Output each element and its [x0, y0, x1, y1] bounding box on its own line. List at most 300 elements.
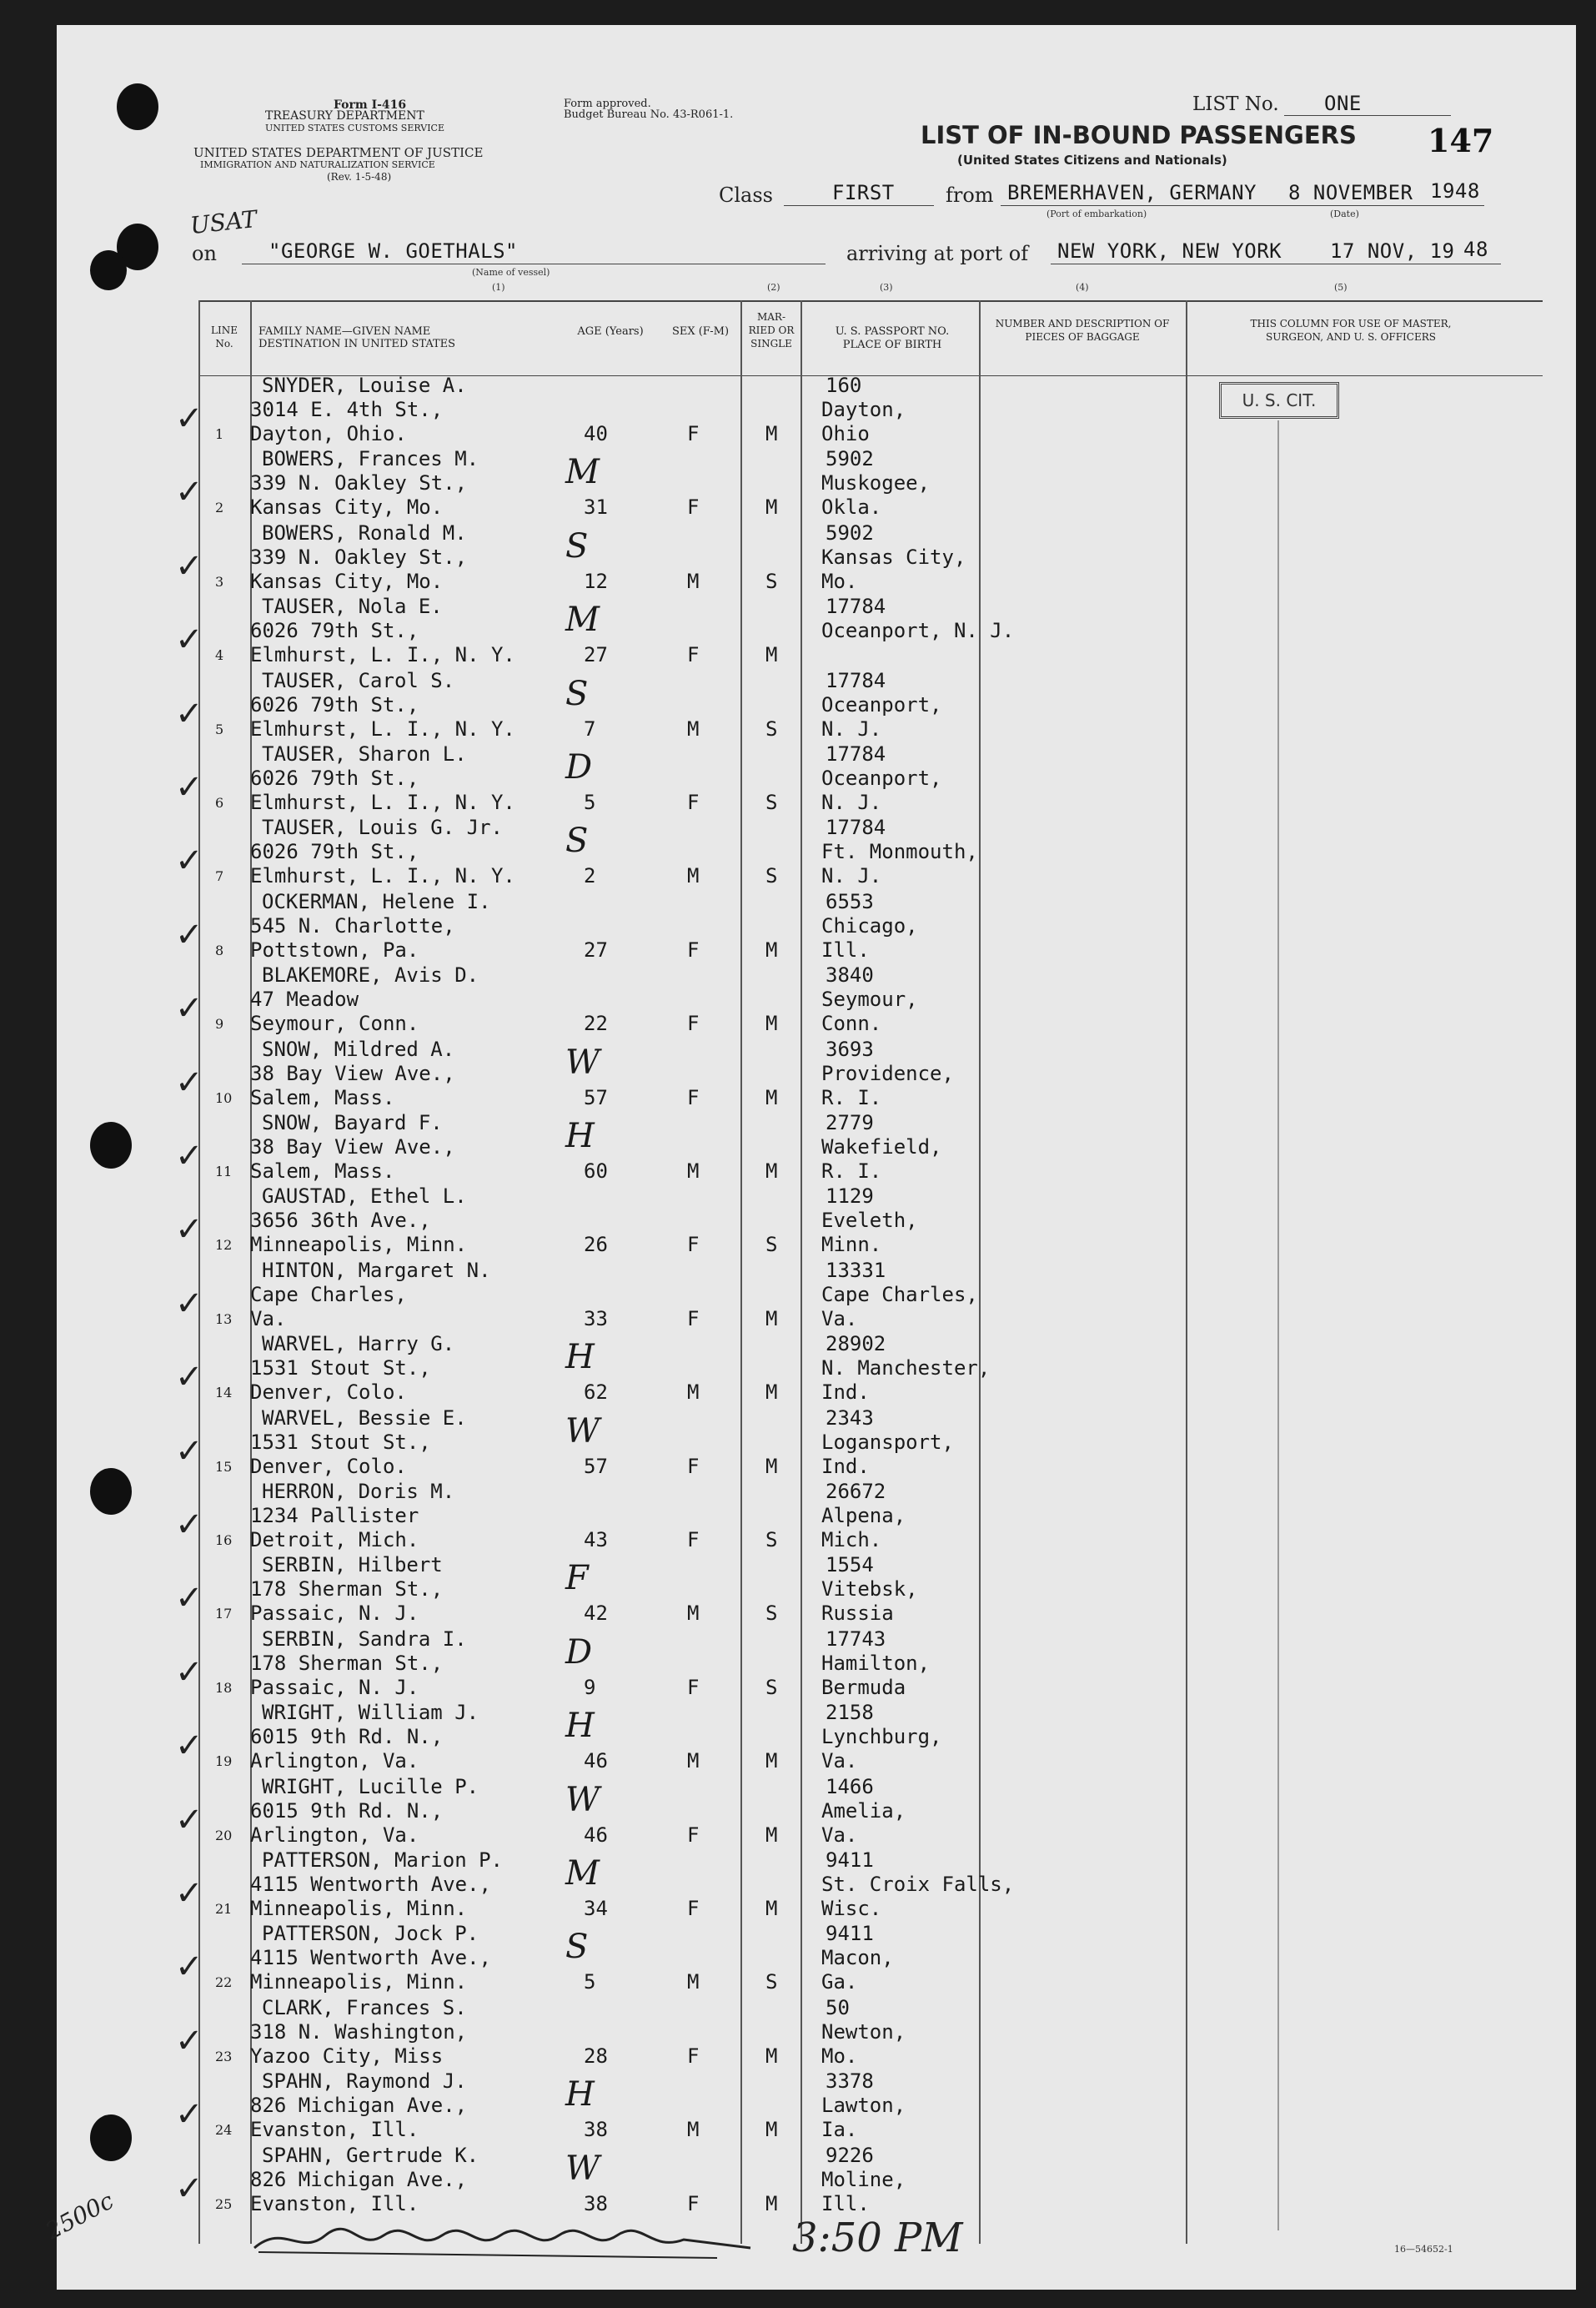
customs-label: UNITED STATES CUSTOMS SERVICE [265, 123, 444, 133]
hdr-family-name: FAMILY NAME—GIVEN NAME [258, 325, 431, 338]
passport-number: 1129 [826, 1184, 874, 1209]
marital-status: M [765, 2118, 778, 2142]
line-number: 18 [215, 1679, 233, 1696]
passport-number: 50 [826, 1995, 850, 2019]
line-number: 14 [215, 1385, 233, 1401]
passenger-address: 47 Meadow [250, 988, 359, 1012]
passenger-address: 6026 79th St., [250, 692, 419, 717]
passenger-age: 43 [584, 1528, 608, 1551]
date-caption: (Date) [1330, 209, 1359, 219]
line-number: 10 [215, 1089, 233, 1106]
passenger-address: 318 N. Washington, [250, 2019, 468, 2044]
passenger-address: 1234 Pallister [250, 1504, 419, 1527]
passenger-name: PATTERSON, Marion P. [262, 1848, 503, 1872]
place-of-birth-2: Va. [821, 1749, 858, 1773]
destination-city: Detroit, Mich. [250, 1528, 419, 1551]
place-of-birth-2: R. I. [821, 1159, 882, 1183]
passport-number: 3693 [826, 1037, 874, 1061]
check-mark-icon: ✓ [175, 1579, 203, 1618]
relationship-mark: H [565, 1338, 595, 1377]
binder-hole [90, 250, 127, 290]
table-row [0, 1775, 1596, 1848]
relationship-mark: F [565, 1559, 589, 1598]
check-mark-icon: ✓ [175, 1431, 203, 1471]
embark-date: 8 NOVEMBER [1288, 181, 1413, 204]
passenger-sex: F [687, 791, 700, 814]
passenger-name: SPAHN, Gertrude K. [262, 2143, 479, 2167]
line-number: 3 [215, 573, 224, 590]
check-mark-icon: ✓ [175, 1948, 203, 1987]
table-row [0, 1038, 1596, 1111]
check-mark-icon: ✓ [175, 2021, 203, 2060]
place-of-birth: Muskogee, [821, 471, 931, 495]
place-of-birth-2: Ill. [821, 2191, 870, 2215]
passenger-age: 38 [584, 2118, 608, 2142]
passenger-name: HINTON, Margaret N. [262, 1258, 491, 1282]
passenger-sex: M [687, 1970, 700, 1994]
passport-number: 17743 [826, 1627, 886, 1651]
relationship-mark: H [565, 1707, 595, 1746]
place-of-birth: Vitebsk, [821, 1577, 918, 1602]
table-row [0, 1406, 1596, 1480]
passenger-address: 4115 Wentworth Ave., [250, 1946, 491, 1970]
passport-number: 17784 [826, 595, 886, 619]
passport-number: 13331 [826, 1258, 886, 1282]
relationship-mark: D [565, 748, 593, 787]
table-row [0, 1111, 1596, 1184]
col-num-4: (4) [1076, 282, 1089, 293]
port-embark-caption: (Port of embarkation) [1046, 209, 1147, 219]
manifest-subtitle: (United States Citizens and Nationals) [957, 153, 1227, 168]
passenger-sex: F [687, 2044, 700, 2068]
passenger-age: 28 [584, 2044, 608, 2068]
marital-status: M [765, 938, 778, 962]
table-row [0, 374, 1596, 447]
col-num-2: (2) [767, 282, 780, 293]
passenger-address: 4115 Wentworth Ave., [250, 1873, 491, 1896]
arrival-date: 17 NOV, 19 [1330, 239, 1455, 263]
table-row [0, 2069, 1596, 2143]
place-of-birth: Seymour, [821, 988, 918, 1012]
page-number: 147 [1428, 122, 1494, 159]
passenger-age: 57 [584, 1085, 608, 1109]
passenger-address: 339 N. Oakley St., [250, 545, 468, 569]
passport-number: 17784 [826, 742, 886, 766]
passenger-name: WRIGHT, William J. [262, 1701, 479, 1725]
check-mark-icon: ✓ [175, 621, 203, 660]
line-number: 2 [215, 500, 224, 516]
passenger-age: 46 [584, 1749, 608, 1773]
table-row [0, 1184, 1596, 1258]
place-of-birth-2: N. J. [821, 791, 882, 814]
place-of-birth: Dayton, [821, 398, 906, 421]
check-mark-icon: ✓ [175, 915, 203, 954]
place-of-birth: Kansas City, [821, 545, 966, 569]
place-of-birth: Hamilton, [821, 1651, 931, 1675]
passport-number: 9411 [826, 1922, 874, 1946]
passenger-age: 9 [584, 1675, 596, 1699]
passenger-name: HERRON, Doris M. [262, 1480, 455, 1503]
place-of-birth-2: Minn. [821, 1233, 882, 1257]
relationship-mark: S [565, 526, 589, 566]
table-row [0, 1701, 1596, 1774]
place-of-birth: Ft. Monmouth, [821, 840, 978, 864]
passport-number: 2343 [826, 1405, 874, 1430]
line-number: 8 [215, 942, 224, 958]
destination-city: Minneapolis, Minn. [250, 1897, 468, 1920]
place-of-birth-2: Va. [821, 1306, 858, 1330]
place-of-birth: Logansport, [821, 1430, 954, 1454]
passenger-name: SERBIN, Hilbert [262, 1553, 443, 1577]
place-of-birth-2: Mich. [821, 1528, 882, 1551]
place-of-birth: Providence, [821, 1061, 954, 1085]
line-number: 5 [215, 721, 224, 737]
place-of-birth: N. Manchester, [821, 1356, 991, 1380]
destination-city: Passaic, N. J. [250, 1675, 419, 1699]
place-of-birth-2: Russia [821, 1602, 894, 1626]
passenger-name: WRIGHT, Lucille P. [262, 1774, 479, 1798]
passenger-age: 27 [584, 643, 608, 667]
line-number: 6 [215, 795, 224, 811]
check-mark-icon: ✓ [175, 1652, 203, 1692]
passenger-name: GAUSTAD, Ethel L. [262, 1184, 467, 1209]
passenger-address: 6026 79th St., [250, 767, 419, 790]
passenger-sex: F [687, 1233, 700, 1257]
relationship-mark: D [565, 1632, 593, 1672]
passenger-age: 33 [584, 1306, 608, 1330]
passenger-name: SNOW, Bayard F. [262, 1111, 443, 1134]
margin-note: 2500c [41, 2186, 118, 2245]
passenger-address: 38 Bay View Ave., [250, 1135, 455, 1159]
line-number: 13 [215, 1310, 233, 1327]
passenger-name: BOWERS, Ronald M. [262, 520, 467, 545]
line-number: 1 [215, 426, 224, 442]
passenger-sex: F [687, 643, 700, 667]
place-of-birth: Chicago, [821, 913, 918, 938]
relationship-mark: W [565, 1043, 600, 1082]
passenger-sex: F [687, 1675, 700, 1699]
hdr-married: MAR-RIED OR SINGLE [748, 311, 795, 349]
marital-status: M [765, 2044, 778, 2068]
marital-status: S [765, 1233, 778, 1257]
place-of-birth: Lynchburg, [821, 1725, 942, 1749]
place-of-birth-2: R. I. [821, 1085, 882, 1109]
passenger-name: SPAHN, Raymond J. [262, 2069, 467, 2094]
table-row [0, 595, 1596, 668]
passenger-sex: F [687, 938, 700, 962]
passport-number: 2779 [826, 1111, 874, 1134]
manifest-title: LIST OF IN-BOUND PASSENGERS [921, 121, 1357, 149]
usat-handwritten: USAT [188, 204, 258, 240]
col-num-3: (3) [880, 282, 893, 293]
passenger-age: 62 [584, 1380, 608, 1405]
hdr-line-no: LINE No. [211, 324, 238, 349]
passenger-name: WARVEL, Bessie E. [262, 1405, 467, 1430]
passenger-age: 12 [584, 569, 608, 593]
passenger-name: CLARK, Frances S. [262, 1995, 467, 2019]
passport-number: 5902 [826, 447, 874, 471]
check-mark-icon: ✓ [175, 1063, 203, 1102]
place-of-birth-2: Ill. [821, 938, 870, 962]
marital-status: M [765, 495, 778, 520]
destination-city: Elmhurst, L. I., N. Y. [250, 717, 515, 741]
justice-label: UNITED STATES DEPARTMENT OF JUSTICE [193, 145, 484, 160]
passport-number: 160 [826, 374, 862, 397]
relationship-mark: H [565, 2075, 595, 2114]
table-row [0, 669, 1596, 742]
passenger-sex: M [687, 569, 700, 593]
signature-time: 3:50 PM [792, 2215, 963, 2261]
destination-city: Yazoo City, Miss [250, 2044, 444, 2068]
destination-city: Pottstown, Pa. [250, 938, 419, 962]
passenger-name: SNOW, Mildred A. [262, 1037, 455, 1061]
passenger-age: 31 [584, 495, 608, 520]
passenger-sex: M [687, 717, 700, 741]
passport-number: 1554 [826, 1553, 874, 1577]
list-no-label: LIST No. [1192, 93, 1279, 115]
vessel-name: "GEORGE W. GOETHALS" [269, 239, 518, 263]
line-number: 11 [215, 1164, 233, 1179]
destination-city: Denver, Colo. [250, 1454, 407, 1478]
passenger-age: 26 [584, 1233, 608, 1257]
budget-label: Budget Bureau No. 43-R061-1. [564, 108, 734, 121]
passenger-name: PATTERSON, Jock P. [262, 1922, 479, 1946]
list-no-line [1284, 115, 1451, 116]
passenger-address: 3656 36th Ave., [250, 1209, 431, 1233]
destination-city: Salem, Mass. [250, 1085, 395, 1109]
destination-city: Arlington, Va. [250, 1823, 419, 1847]
passenger-sex: M [687, 1380, 700, 1405]
table-row [0, 963, 1596, 1037]
place-of-birth-2: Ga. [821, 1970, 858, 1994]
check-mark-icon: ✓ [175, 694, 203, 733]
marital-status: M [765, 1306, 778, 1330]
passport-number: 3840 [826, 963, 874, 988]
place-of-birth-2: Mo. [821, 2044, 858, 2068]
place-of-birth: Amelia, [821, 1798, 906, 1823]
col-num-5: (5) [1334, 282, 1348, 293]
destination-city: Arlington, Va. [250, 1749, 419, 1773]
place-of-birth: Lawton, [821, 2094, 906, 2118]
marital-status: S [765, 717, 778, 741]
check-mark-icon: ✓ [175, 546, 203, 586]
inspector-signature [250, 2215, 767, 2265]
passenger-age: 40 [584, 422, 608, 445]
table-row [0, 1996, 1596, 2069]
passenger-sex: F [687, 1454, 700, 1478]
marital-status: S [765, 1970, 778, 1994]
place-of-birth-2: N. J. [821, 864, 882, 888]
table-row [0, 1848, 1596, 1922]
place-of-birth: Alpena, [821, 1504, 906, 1527]
passenger-address: 545 N. Charlotte, [250, 913, 455, 938]
class-value: FIRST [832, 181, 895, 204]
passenger-sex: M [687, 1159, 700, 1183]
destination-city: Evanston, Ill. [250, 2118, 419, 2142]
passenger-name: TAUSER, Sharon L. [262, 742, 467, 766]
line-number: 16 [215, 1532, 233, 1548]
passport-number: 17784 [826, 816, 886, 840]
passenger-address: 6015 9th Rd. N., [250, 1725, 444, 1749]
passenger-sex: F [687, 2191, 700, 2215]
passport-number: 5902 [826, 520, 874, 545]
marital-status: M [765, 1085, 778, 1109]
hdr-baggage: NUMBER AND DESCRIPTION OF PIECES OF BAGGAGE [995, 318, 1170, 343]
relationship-mark: W [565, 1780, 600, 1819]
destination-city: Minneapolis, Minn. [250, 1970, 468, 1994]
destination-city: Seymour, Conn. [250, 1012, 419, 1036]
line-number: 17 [215, 1606, 233, 1622]
check-mark-icon: ✓ [175, 2169, 203, 2208]
passenger-address: 6026 79th St., [250, 619, 419, 643]
passenger-name: SNYDER, Louise A. [262, 374, 467, 397]
hdr-age: AGE (Years) [577, 325, 644, 338]
place-of-birth-2: Ia. [821, 2118, 858, 2142]
place-of-birth-2: Ind. [821, 1380, 870, 1405]
binder-hole [117, 83, 158, 130]
vessel-caption: (Name of vessel) [472, 267, 550, 278]
line-number: 20 [215, 1827, 233, 1843]
hdr-passport: U. S. PASSPORT NO. PLACE OF BIRTH [835, 325, 950, 351]
relationship-mark: H [565, 1117, 595, 1155]
destination-city: Salem, Mass. [250, 1159, 395, 1183]
destination-city: Denver, Colo. [250, 1380, 407, 1405]
relationship-mark: M [565, 601, 600, 640]
destination-city: Evanston, Ill. [250, 2191, 419, 2215]
marital-status: M [765, 1012, 778, 1036]
passport-number: 9411 [826, 1848, 874, 1872]
passenger-sex: F [687, 1528, 700, 1551]
destination-city: Dayton, Ohio. [250, 422, 407, 445]
hdr-destination: DESTINATION IN UNITED STATES [258, 338, 456, 350]
marital-status: S [765, 1675, 778, 1699]
passenger-address: Cape Charles, [250, 1282, 407, 1306]
line-number: 24 [215, 2122, 233, 2139]
place-of-birth: Cape Charles, [821, 1282, 978, 1306]
passenger-sex: M [687, 1602, 700, 1626]
arrival-port: NEW YORK, NEW YORK [1057, 239, 1282, 263]
passport-number: 6553 [826, 889, 874, 913]
destination-city: Elmhurst, L. I., N. Y. [250, 643, 515, 667]
passenger-name: TAUSER, Carol S. [262, 668, 455, 692]
passport-number: 17784 [826, 668, 886, 692]
passenger-address: 339 N. Oakley St., [250, 471, 468, 495]
destination-city: Va. [250, 1306, 287, 1330]
from-port: BREMERHAVEN, GERMANY [1007, 181, 1257, 204]
passenger-name: OCKERMAN, Helene I. [262, 889, 491, 913]
passenger-age: 38 [584, 2191, 608, 2215]
passenger-age: 7 [584, 717, 596, 741]
place-of-birth: Newton, [821, 2019, 906, 2044]
from-line [1001, 205, 1484, 206]
passenger-age: 5 [584, 791, 596, 814]
passenger-sex: F [687, 1085, 700, 1109]
passport-number: 26672 [826, 1480, 886, 1503]
passenger-address: 1531 Stout St., [250, 1356, 431, 1380]
relationship-mark: W [565, 2149, 600, 2188]
passenger-name: BLAKEMORE, Avis D. [262, 963, 479, 988]
us-cit-stamp: U. S. CIT. [1219, 382, 1339, 419]
passenger-age: 42 [584, 1602, 608, 1626]
ins-label: IMMIGRATION AND NATURALIZATION SERVICE [200, 159, 435, 170]
table-row [0, 447, 1596, 520]
form-number: Form I-416 [334, 98, 407, 112]
passenger-age: 27 [584, 938, 608, 962]
marital-status: M [765, 422, 778, 445]
list-no-value: ONE [1324, 92, 1362, 115]
check-mark-icon: ✓ [175, 1137, 203, 1175]
check-mark-icon: ✓ [175, 400, 203, 438]
place-of-birth-2: Mo. [821, 569, 858, 593]
place-of-birth-2: N. J. [821, 717, 882, 741]
place-of-birth-2: Va. [821, 1823, 858, 1847]
relationship-mark: S [565, 674, 589, 713]
embark-year: 1948 [1430, 179, 1480, 203]
check-mark-icon: ✓ [175, 473, 203, 512]
class-label: Class [719, 184, 773, 207]
from-label: from [946, 184, 994, 207]
arrival-year: 48 [1463, 238, 1488, 261]
passenger-address: 38 Bay View Ave., [250, 1061, 455, 1085]
passenger-name: SERBIN, Sandra I. [262, 1627, 467, 1651]
passenger-sex: F [687, 422, 700, 445]
marital-status: S [765, 569, 778, 593]
passport-number: 3378 [826, 2069, 874, 2094]
hdr-officers: THIS COLUMN FOR USE OF MASTER, SURGEON, AND U. S. OFFICERS [1250, 318, 1452, 343]
arriving-label: arriving at port of [846, 242, 1029, 265]
check-mark-icon: ✓ [175, 2095, 203, 2135]
hdr-sex: SEX (F-M) [671, 325, 730, 338]
destination-city: Kansas City, Mo. [250, 569, 444, 593]
passenger-age: 46 [584, 1823, 608, 1847]
destination-city: Kansas City, Mo. [250, 495, 444, 520]
marital-status: M [765, 1454, 778, 1478]
line-number: 15 [215, 1458, 233, 1475]
passenger-age: 5 [584, 1970, 596, 1994]
passenger-sex: F [687, 1823, 700, 1847]
line-number: 7 [215, 868, 224, 885]
check-mark-icon: ✓ [175, 768, 203, 807]
line-number: 23 [215, 2048, 233, 2064]
line-number: 9 [215, 1016, 224, 1033]
marital-status: S [765, 1528, 778, 1551]
place-of-birth: St. Croix Falls, [821, 1873, 1015, 1896]
passenger-address: 6026 79th St., [250, 840, 419, 864]
destination-city: Passaic, N. J. [250, 1602, 419, 1626]
passenger-sex: F [687, 1012, 700, 1036]
passport-number: 1466 [826, 1774, 874, 1798]
marital-status: M [765, 1749, 778, 1773]
place-of-birth: Oceanport, [821, 767, 942, 790]
table-row [0, 1922, 1596, 1995]
passenger-age: 60 [584, 1159, 608, 1183]
table-row [0, 1480, 1596, 1553]
passenger-address: 1531 Stout St., [250, 1430, 431, 1454]
place-of-birth-2: Wisc. [821, 1897, 882, 1920]
check-mark-icon: ✓ [175, 1800, 203, 1839]
passenger-name: TAUSER, Louis G. Jr. [262, 816, 503, 840]
passenger-age: 22 [584, 1012, 608, 1036]
relationship-mark: M [565, 1854, 600, 1893]
passenger-age: 2 [584, 864, 596, 888]
marital-status: M [765, 1159, 778, 1183]
destination-city: Elmhurst, L. I., N. Y. [250, 791, 515, 814]
relationship-mark: W [565, 1411, 600, 1451]
check-mark-icon: ✓ [175, 842, 203, 881]
check-mark-icon: ✓ [175, 1506, 203, 1544]
place-of-birth-2: Ohio [821, 422, 870, 445]
table-row [0, 1332, 1596, 1405]
